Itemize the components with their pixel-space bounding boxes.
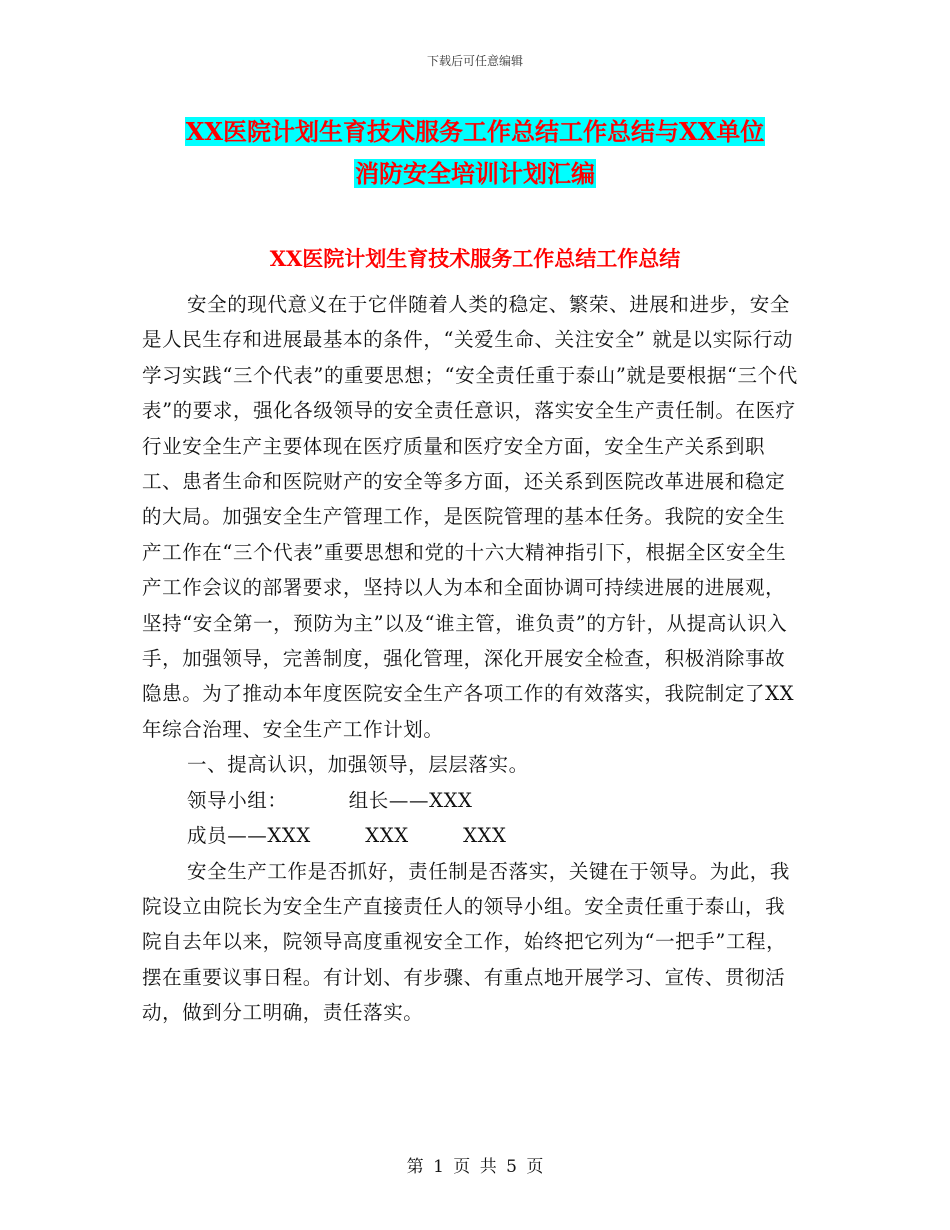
document-title-line-1 xyxy=(0,110,950,154)
heading-item-1: 一、提高认识，加强领导，层层落实。 xyxy=(187,753,529,777)
document-title-line-2 xyxy=(0,152,950,196)
section-title: XX医院计划生育技术服务工作总结工作总结 xyxy=(269,246,681,271)
title-highlight-1: XX医院计划生育技术服务工作总结工作总结与XX单位 xyxy=(185,117,765,146)
leader-group-line: 领导小组： 组长——XXX xyxy=(187,788,473,812)
members-line: 成员——XXX XXX XXX xyxy=(187,824,507,848)
document-body xyxy=(142,287,802,1031)
paragraph-intro: 安全的现代意义在于它伴随着人类的稳定、繁荣、进展和进步，安全是人民生存和进展最基本的条件，“关爱生命、关注安全” 就是以实际行动学习实践“三个代表”的重要思想；“安全责任重于泰山”就是要根据“三个代表”的要求，强化各级领导的安全责任意识，落实安全生产责任制。在医疗行业安全生产主要体现在医疗质量和医疗安全方面，安全生产关系到职工、患者生命和医院财产的安全等多方面，还关系到医院改革进展和稳定的大局。加强安全生产管理工作，是医院管理的基本任务。我院的安全生产工作在“三个代表”重要思想和党的十六大精神指引下，根据全区安全生产工作会议的部署要求，坚持以人为本和全面协调可持续进展的进展观，坚持“安全第一，预防为主”以及“谁主管，谁负责”的方针，从提高认识入手，加强领导，完善制度，强化管理，深化开展安全检查，积极消除事故隐患。为了推动本年度医院安全生产各项工作的有效落实，我院制定了XX年综合治理、安全生产工作计划。 xyxy=(142,293,798,741)
paragraph-responsibility: 安全生产工作是否抓好，责任制是否落实，关键在于领导。为此，我院设立由院长为安全生产直接责任人的领导小组。安全责任重于泰山，我院自去年以来，院领导高度重视安全工作，始终把它列为“一把手”工程，摆在重要议事日程。有计划、有步骤、有重点地开展学习、宣传、贯彻活动，做到分工明确，责任落实。 xyxy=(142,859,791,1025)
title-highlight-2: 消防安全培训计划汇编 xyxy=(355,159,595,188)
page-header-note: 下载后可任意编辑 xyxy=(426,54,523,68)
page-footer: 第 1 页 共 5 页 xyxy=(406,1157,544,1177)
